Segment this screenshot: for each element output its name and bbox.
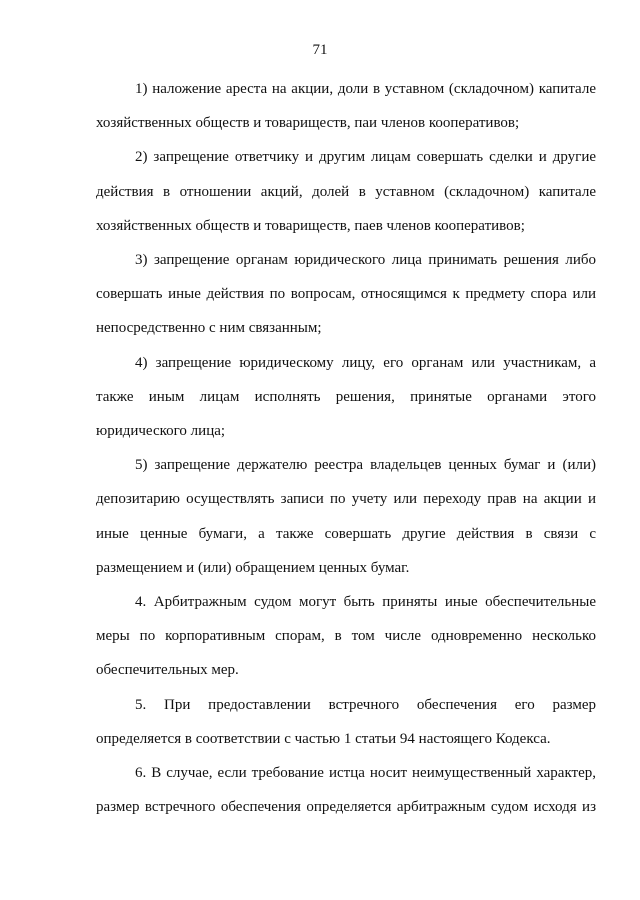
paragraph-item-5 bbox=[96, 448, 596, 585]
paragraph-item-4 bbox=[96, 346, 596, 449]
text-line: хозяйственных обществ и товариществ, паи членов кооперативов; bbox=[96, 115, 520, 132]
text-line: 5) запрещение держателю реестра владельцев ценных бумаг и (или) bbox=[135, 457, 596, 474]
text-line: 4. Арбитражным судом могут быть приняты иные обеспечительные bbox=[135, 594, 596, 611]
text-line: 6. В случае, если требование истца носит неимущественный характер, bbox=[135, 765, 596, 782]
text-line: 4) запрещение юридическому лицу, его органам или участникам, а bbox=[135, 354, 596, 371]
text-line: 3) запрещение органам юридического лица принимать решения либо bbox=[135, 252, 596, 269]
text-line: размещением и (или) обращением ценных бумаг. bbox=[96, 559, 410, 576]
text-line: обеспечительных мер. bbox=[96, 662, 239, 679]
document-body bbox=[96, 72, 596, 824]
paragraph-part-5 bbox=[96, 688, 596, 756]
page-number: 71 bbox=[312, 42, 328, 58]
text-line: иные ценные бумаги, а также совершать другие действия в связи с bbox=[96, 525, 596, 542]
paragraph-item-3 bbox=[96, 243, 596, 346]
text-line: хозяйственных обществ и товариществ, паев членов кооперативов; bbox=[96, 217, 525, 234]
text-line: депозитарию осуществлять записи по учету или переходу прав на акции и bbox=[96, 491, 596, 508]
text-line: определяется в соответствии с частью 1 статьи 94 настоящего Кодекса. bbox=[96, 730, 551, 747]
text-line: действия в отношении акций, долей в уставном (складочном) капитале bbox=[96, 183, 596, 200]
text-line: 1) наложение ареста на акции, доли в уставном (складочном) капитале bbox=[135, 81, 596, 97]
text-line: 2) запрещение ответчику и другим лицам совершать сделки и другие bbox=[135, 149, 596, 166]
text-line: юридического лица; bbox=[96, 423, 226, 440]
text-line: совершать иные действия по вопросам, относящимся к предмету спора или bbox=[96, 286, 596, 303]
paragraph-part-4 bbox=[96, 585, 596, 688]
paragraph-item-1 bbox=[96, 72, 596, 140]
paragraph-part-6 bbox=[96, 756, 596, 824]
text-line: также иным лицам исполнять решения, принятые органами этого bbox=[96, 388, 596, 405]
text-line: меры по корпоративным спорам, в том числе одновременно несколько bbox=[96, 628, 596, 645]
text-line: размер встречного обеспечения определяется арбитражным судом исходя из bbox=[96, 799, 596, 816]
text-line: 5. При предоставлении встречного обеспечения его размер bbox=[135, 696, 596, 713]
paragraph-item-2 bbox=[96, 140, 596, 243]
text-line: непосредственно с ним связанным; bbox=[96, 320, 322, 337]
